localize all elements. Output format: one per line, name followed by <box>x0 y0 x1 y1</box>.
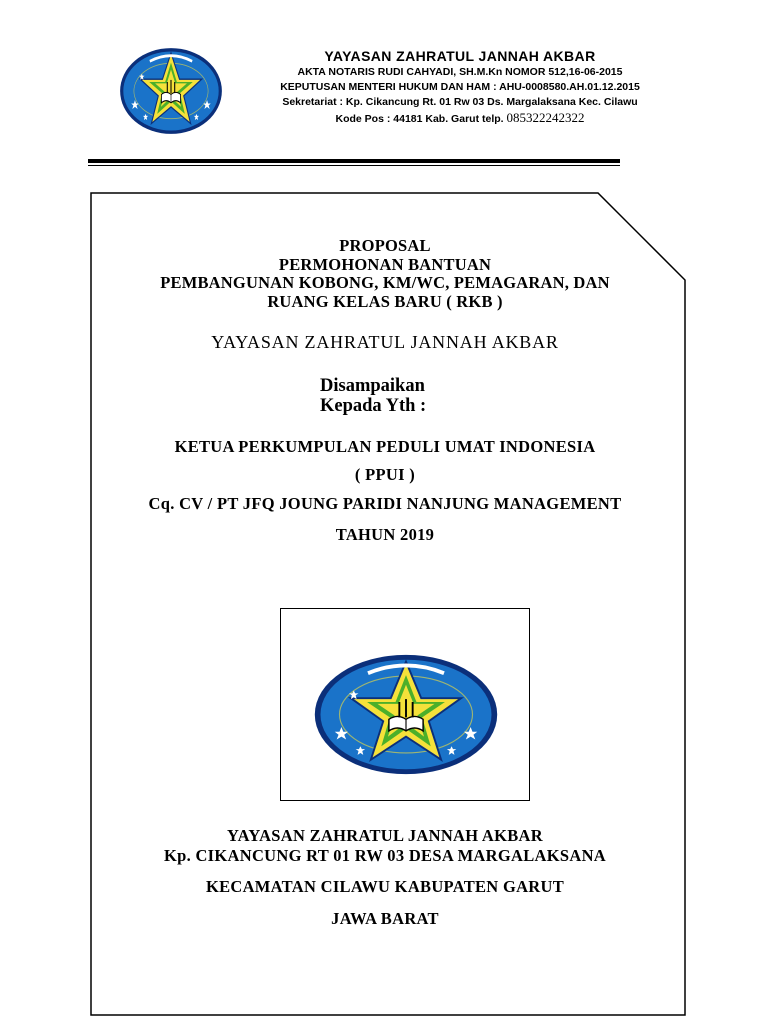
title-line-1: PROPOSAL <box>339 236 431 255</box>
letterhead-phone: 085322242322 <box>506 110 585 125</box>
addressed-to <box>320 376 426 416</box>
title-line-2: PERMOHONAN BANTUAN <box>278 254 492 274</box>
letterhead-divider-thin <box>88 165 620 166</box>
letterhead-org-name: YAYASAN ZAHRATUL JANNAH AKBAR <box>324 48 596 64</box>
addressed-line-1: Disampaikan <box>320 376 425 396</box>
footer-district: KECAMATAN CILAWU KABUPATEN GARUT <box>205 877 565 896</box>
letterhead-divider-thick <box>88 159 620 163</box>
foundation-emblem-icon <box>311 652 501 777</box>
letterhead-decree: KEPUTUSAN MENTERI HUKUM DAN HAM : AHU-0008580.AH.01.12.2015 <box>280 81 640 93</box>
recipient-line-1: KETUA PERKUMPULAN PEDULI UMAT INDONESIA <box>174 437 596 456</box>
letterhead-logo-icon <box>118 46 224 136</box>
proposal-title <box>100 237 670 311</box>
footer-org-name: YAYASAN ZAHRATUL JANNAH AKBAR <box>226 826 543 845</box>
letterhead-notary: AKTA NOTARIS RUDI CAHYADI, SH.M.Kn NOMOR 512,16-06-2015 <box>297 66 623 78</box>
org-name: YAYASAN ZAHRATUL JANNAH AKBAR <box>211 332 559 352</box>
footer-province: JAWA BARAT <box>331 909 439 928</box>
addressed-line-2: Kepada Yth : <box>320 396 427 416</box>
letterhead-secretariat: Sekretariat : Kp. Cikancung Rt. 01 Rw 03 Ds. Margalaksana Kec. Cilawu <box>282 96 638 108</box>
footer-address: Kp. CIKANCUNG RT 01 RW 03 DESA MARGALAKSANA <box>163 846 606 865</box>
letterhead-postal-text: Kode Pos : 44181 Kab. Garut telp. <box>335 113 504 125</box>
title-line-4: RUANG KELAS BARU ( RKB ) <box>267 291 503 311</box>
recipient-year: TAHUN 2019 <box>335 525 435 544</box>
recipient-line-2: ( PPUI ) <box>354 465 416 484</box>
logo-frame <box>280 608 530 801</box>
letterhead <box>240 48 680 127</box>
title-line-3: PEMBANGUNAN KOBONG, KM/WC, PEMAGARAN, DAN <box>160 273 610 292</box>
letterhead-postal <box>240 110 680 127</box>
recipient-line-3: Cq. CV / PT JFQ JOUNG PARIDI NANJUNG MANAGEMENT <box>148 494 622 513</box>
